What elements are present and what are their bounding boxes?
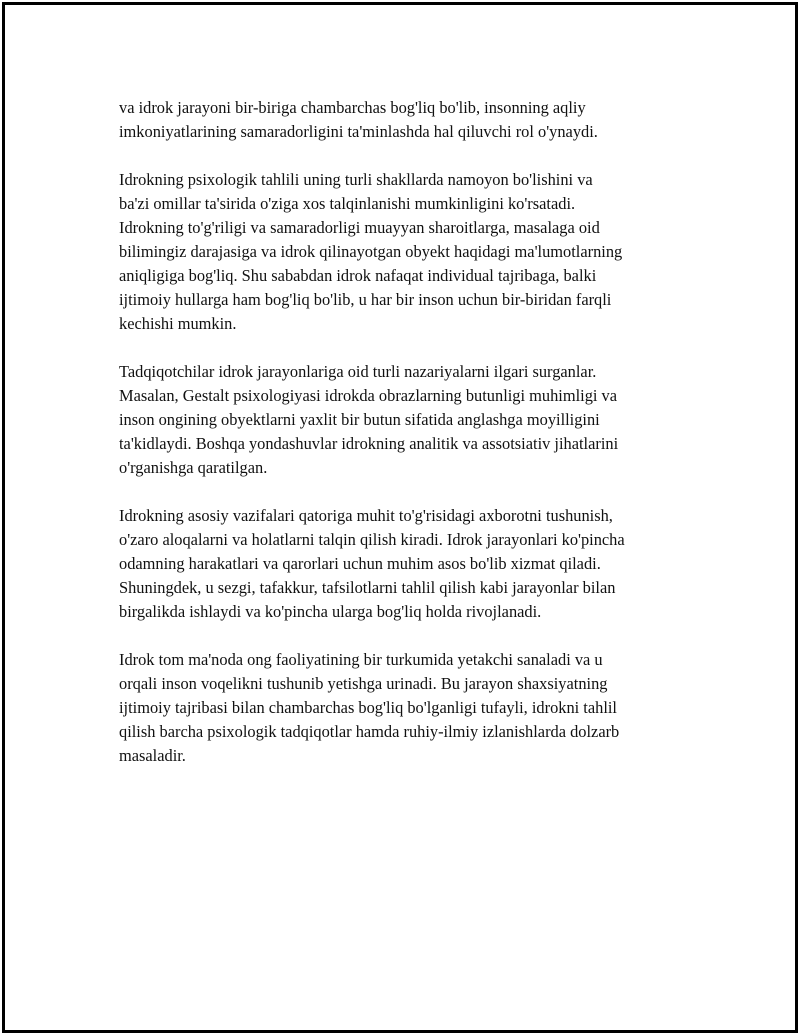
paragraph-2: Idrokning psixologik tahlili uning turli shakllarda namoyon bo'lishini va ba'zi omillar ta'sirida o'ziga xos talqinlanishi mumkinligini ko'rsatadi. Idrokning to'g'riligi va samaradorligi muayyan sharoitlarga, masalaga oid bilimingiz darajasiga va idrok qilinayotgan obyekt haqidagi ma'lumotlarning aniqligiga bog'liq. Shu sababdan idrok nafaqat individual tajribaga, balki ijtimoiy hullarga ham bog'liq bo'lib, u har bir inson uchun bir-biridan farqli kechishi mumkin. bbox=[119, 170, 623, 333]
paragraph-4: Idrokning asosiy vazifalari qatoriga muhit to'g'risidagi axborotni tushunish, o'zaro aloqalarni va holatlarni talqin qilish kiradi. Idrok jarayonlari ko'pincha odamning harakatlari va qarorlari uchun muhim asos bo'lib xizmat qiladi. Shuningdek, u sezgi, tafakkur, tafsilotlarni tahlil qilish kabi jarayonlar bilan birgalikda ishlaydi va ko'pincha ularga bog'liq holda rivojlanadi. bbox=[119, 506, 625, 621]
document-page-frame bbox=[2, 2, 798, 1033]
paragraph-5: Idrok tom ma'noda ong faoliyatining bir turkumida yetakchi sanaladi va u orqali inson voqelikni tushunib yetishga urinadi. Bu jarayon shaxsiyatning ijtimoiy tajribasi bilan chambarchas bog'liq bo'lganligi tufayli, idrokni tahlil qilish barcha psixologik tadqiqotlar hamda ruhiy-ilmiy izlanishlarda dolzarb masaladir. bbox=[119, 650, 620, 765]
paragraph-3: Tadqiqotchilar idrok jarayonlariga oid turli nazariyalarni ilgari surganlar. Masalan, Gestalt psixologiyasi idrokda obrazlarning butunligi muhimligi va inson ongining obyektlarni yaxlit bir butun sifatida anglashga moyilligini ta'kidlaydi. Boshqa yondashuvlar idrokning analitik va assotsiativ jihatlarini o'rganishga qaratilgan. bbox=[119, 362, 619, 477]
paragraph-1: va idrok jarayoni bir-biriga chambarchas bog'liq bo'lib, insonning aqliy imkoniyatlarining samaradorligini ta'minlashda hal qiluvchi rol o'ynaydi. bbox=[119, 98, 598, 141]
document-body bbox=[119, 96, 709, 792]
